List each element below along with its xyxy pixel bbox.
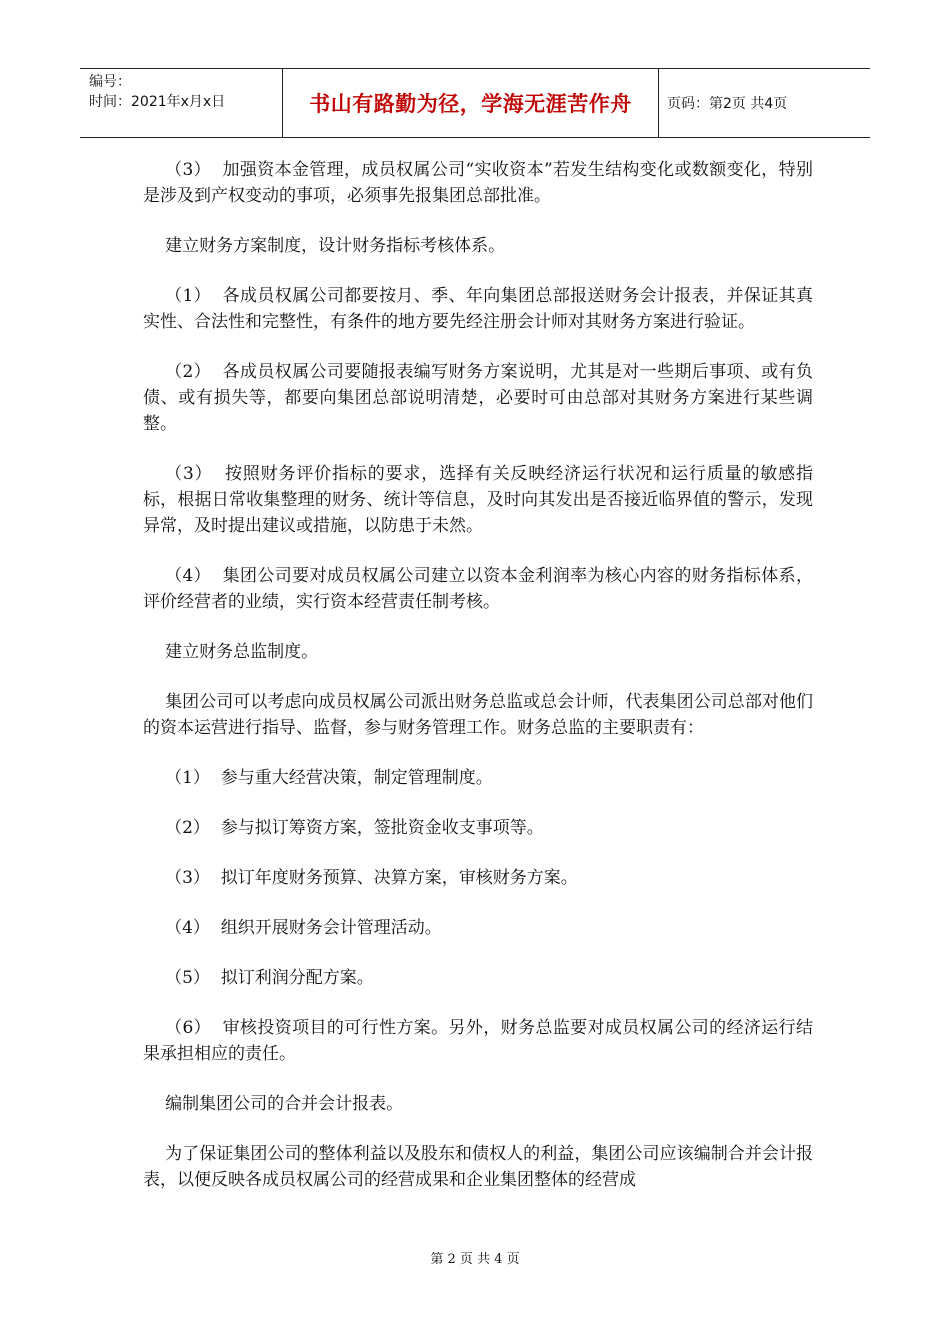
document-body xyxy=(143,157,813,1217)
paragraph: （5） 拟订利润分配方案。 xyxy=(165,968,374,988)
page-footer: 第 2 页 共 4 页 xyxy=(430,1252,520,1267)
paragraph: 为了保证集团公司的整体利益以及股东和债权人的利益，集团公司应该编制合并会计报表，以便反映各成员权属公司的经营成果和企业集团整体的经营成 xyxy=(143,1144,813,1190)
paragraph: （4） 集团公司要对成员权属公司建立以资本金利润率为核心内容的财务指标体系，评价经营者的业绩，实行资本经营责任制考核。 xyxy=(143,566,813,612)
paragraph: （2） 参与拟订筹资方案，签批资金收支事项等。 xyxy=(165,818,544,838)
paragraph: （4） 组织开展财务会计管理活动。 xyxy=(165,918,442,938)
header-motto: 书山有路勤为径，学海无涯苦作舟 xyxy=(283,69,659,137)
doc-number-label: 编号： xyxy=(89,74,131,90)
paragraph: 建立财务方案制度，设计财务指标考核体系。 xyxy=(165,236,506,256)
paragraph: 集团公司可以考虑向成员权属公司派出财务总监或总会计师，代表集团公司总部对他们的资本运营进行指导、监督，参与财务管理工作。财务总监的主要职责有： xyxy=(143,692,813,738)
paragraph: 建立财务总监制度。 xyxy=(165,642,319,662)
paragraph: （3） 按照财务评价指标的要求，选择有关反映经济运行状况和运行质量的敏感指标，根据日常收集整理的财务、统计等信息，及时向其发出是否接近临界值的警示，发现异常，及时提出建议或措施，以防患于未然。 xyxy=(143,464,813,536)
page-header xyxy=(80,68,870,138)
doc-time-label: 时间：2021年x月x日 xyxy=(89,94,226,110)
paragraph: （6） 审核投资项目的可行性方案。另外，财务总监要对成员权属公司的经济运行结果承担相应的责任。 xyxy=(143,1018,813,1064)
paragraph: （1） 各成员权属公司都要按月、季、年向集团总部报送财务会计报表，并保证其真实性、合法性和完整性，有条件的地方要先经注册会计师对其财务方案进行验证。 xyxy=(143,286,813,332)
paragraph: （3） 拟订年度财务预算、决算方案，审核财务方案。 xyxy=(165,868,578,888)
paragraph: 编制集团公司的合并会计报表。 xyxy=(165,1094,404,1114)
header-page-info: 页码：第2页 共4页 xyxy=(667,96,788,112)
paragraph: （2） 各成员权属公司要随报表编写财务方案说明，尤其是对一些期后事项、或有负债、或有损失等，都要向集团总部说明清楚，必要时可由总部对其财务方案进行某些调整。 xyxy=(143,362,813,434)
paragraph: （3） 加强资本金管理，成员权属公司“实收资本”若发生结构变化或数额变化，特别是涉及到产权变动的事项，必须事先报集团总部批准。 xyxy=(143,160,813,206)
header-meta xyxy=(80,69,283,137)
paragraph: （1） 参与重大经营决策，制定管理制度。 xyxy=(165,768,493,788)
